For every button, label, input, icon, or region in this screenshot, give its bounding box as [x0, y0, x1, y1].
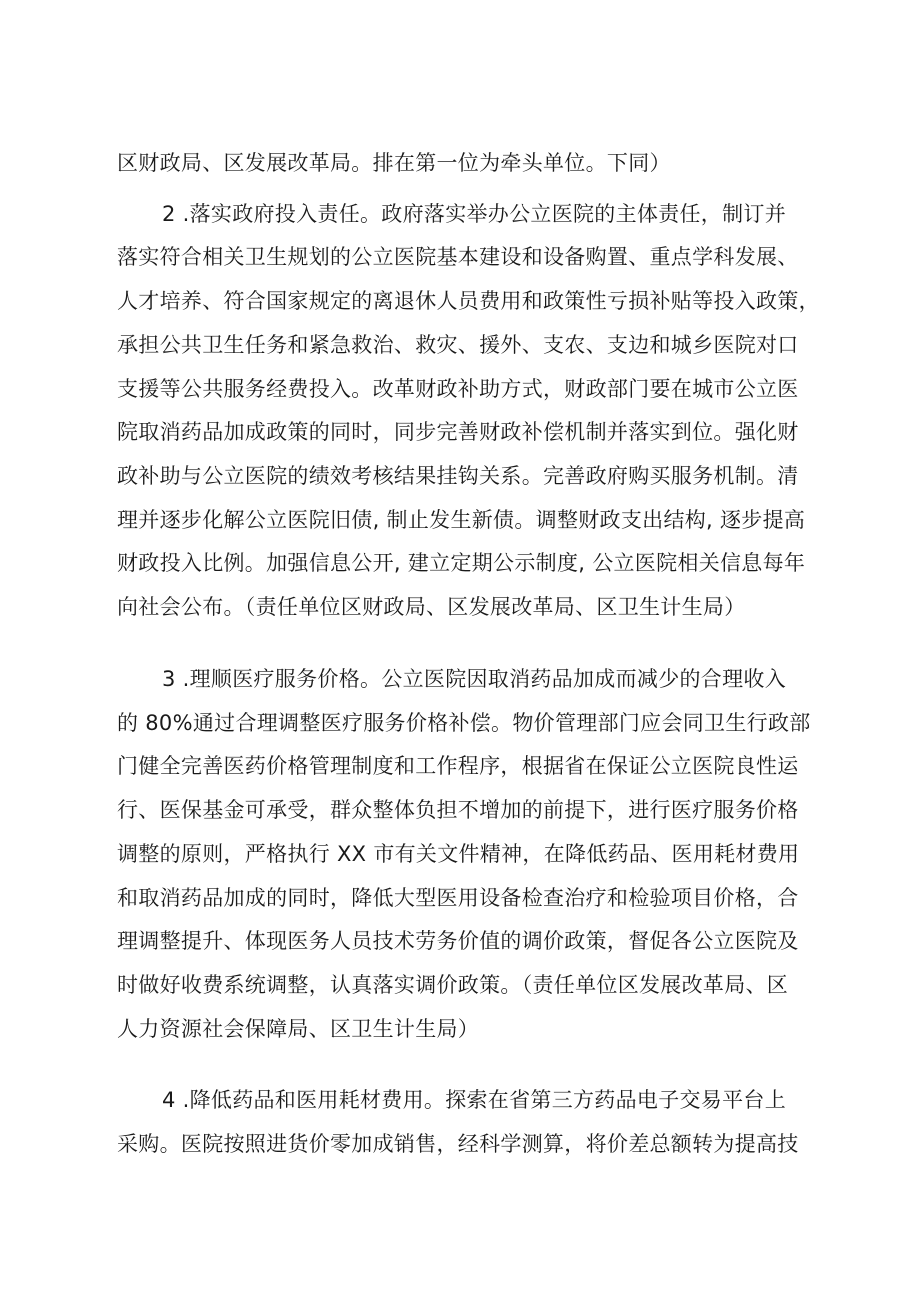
text-line: 理调整提升、体现医务人员技术劳务价值的调价政策，督促各公立医院及 — [117, 929, 799, 953]
paragraph-2-heading-line: 2 .落实政府投入责任。政府落实举办公立医院的主体责任，制订并 — [162, 202, 787, 226]
text-line: 支援等公共服务经费投入。改革财政补助方式，财政部门要在城市公立医 — [117, 377, 799, 401]
text-line: 人才培养、符合国家规定的离退休人员费用和政策性亏损补贴等投入政策， — [117, 289, 820, 313]
text-line: 和取消药品加成的同时，降低大型医用设备检查治疗和检验项目价格，合 — [117, 886, 799, 910]
text-line: 采购。医院按照进货价零加成销售，经科学测算，将价差总额转为提高技 — [117, 1132, 799, 1156]
text-line: 院取消药品加成政策的同时，同步完善财政补偿机制并落实到位。强化财 — [117, 420, 799, 444]
text-line: 人力资源社会保障局、区卫生计生局） — [117, 1017, 480, 1041]
text-line: 区财政局、区发展改革局。排在第一位为牵头单位。下同） — [117, 151, 671, 175]
text-line: 政补助与公立医院的绩效考核结果挂钩关系。完善政府购买服务机制。清 — [117, 464, 799, 488]
paragraph-4-heading-line: 4 .降低药品和医用耗材费用。探索在省第三方药品电子交易平台上 — [162, 1088, 787, 1112]
paragraph-3-heading-line: 3 .理顺医疗服务价格。公立医院因取消药品加成而减少的合理收入 — [162, 667, 787, 691]
text-line: 门健全完善医药价格管理制度和工作程序，根据省在保证公立医院良性运 — [117, 754, 799, 778]
text-line: 向社会公布。（责任单位区财政局、区发展改革局、区卫生计生局） — [117, 595, 746, 619]
text-line: 调整的原则，严格执行 XX 市有关文件精神，在降低药品、医用耗材费用 — [117, 842, 800, 866]
text-line: 理并逐步化解公立医院旧债, 制止发生新债。调整财政支出结构, 逐步提高 — [117, 508, 806, 532]
text-line: 财政投入比例。加强信息公开, 建立定期公示制度, 公立医院相关信息每年 — [117, 551, 806, 575]
text-line: 落实符合相关卫生规划的公立医院基本建设和设备购置、重点学科发展、 — [117, 245, 799, 269]
text-line: 承担公共卫生任务和紧急救治、救灾、援外、支农、支边和城乡医院对口 — [117, 333, 799, 357]
text-line: 时做好收费系统调整，认真落实调价政策。（责任单位区发展改革局、区 — [117, 973, 789, 997]
text-line: 行、医保基金可承受，群众整体负担不增加的前提下，进行医疗服务价格 — [117, 798, 799, 822]
text-line: 的 80%通过合理调整医疗服务价格补偿。物价管理部门应会同卫生行政部 — [117, 711, 811, 735]
